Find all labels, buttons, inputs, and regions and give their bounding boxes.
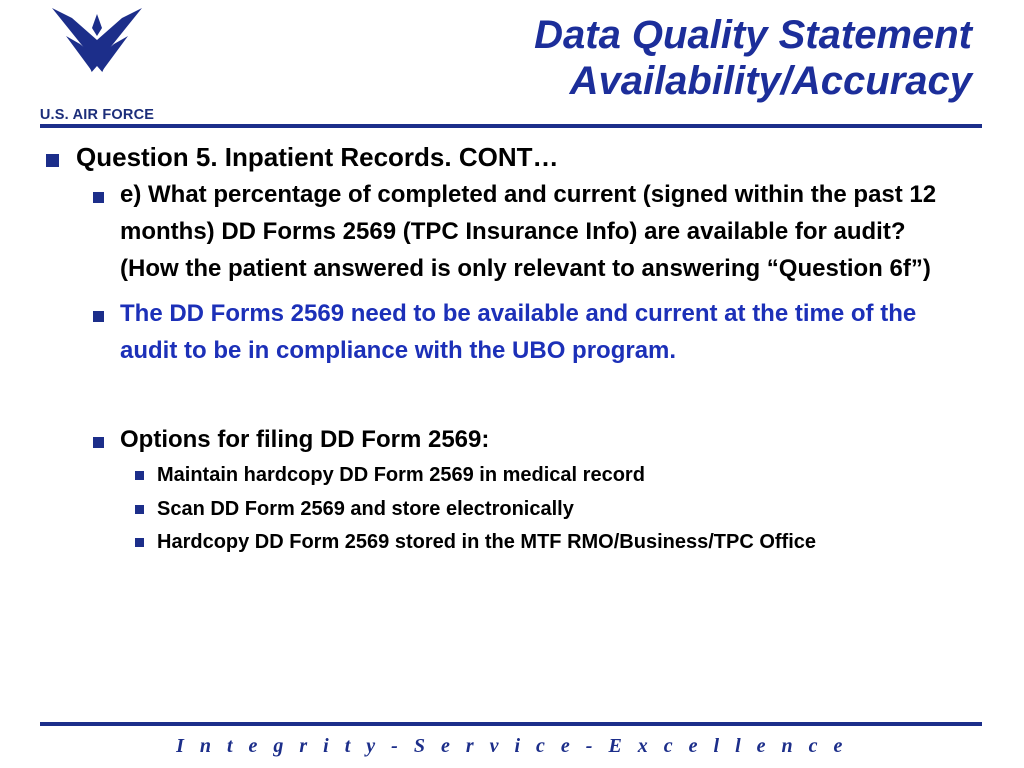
item-e-note: (How the patient answered is only relevant to answering “Question 6f”) — [120, 255, 931, 282]
logo-text: U.S. AIR FORCE — [39, 107, 155, 123]
air-force-wings-icon — [52, 6, 142, 102]
option-item — [44, 458, 974, 492]
square-bullet-icon — [93, 192, 104, 203]
square-bullet-icon — [135, 505, 144, 514]
option-item — [44, 529, 974, 556]
options-heading-text: Options for filing DD Form 2569: — [120, 426, 490, 453]
square-bullet-icon — [93, 311, 104, 322]
title-line-1: Data Quality Statement — [534, 13, 972, 57]
square-bullet-icon — [46, 154, 59, 167]
footer-divider — [40, 722, 982, 726]
air-force-logo — [22, 6, 172, 122]
item-e-text: e) What percentage of completed and current (signed within the past 12 months) DD Forms 2569 (TPC Insurance Info) are available for audit? — [120, 181, 937, 245]
square-bullet-icon — [135, 471, 144, 480]
bullet-question — [44, 140, 974, 174]
slide-body — [44, 140, 974, 556]
square-bullet-icon — [135, 538, 144, 547]
option-item — [44, 492, 974, 526]
bullet-options-heading — [44, 421, 974, 458]
option-text: Scan DD Form 2569 and store electronically — [157, 498, 574, 520]
square-bullet-icon — [93, 437, 104, 448]
slide-title — [534, 12, 972, 104]
bullet-item-e — [44, 176, 974, 287]
bullet-compliance — [44, 295, 974, 369]
option-text: Maintain hardcopy DD Form 2569 in medical record — [157, 464, 645, 486]
footer-motto: I n t e g r i t y - S e r v i c e - E x c e l l e n c e — [176, 735, 848, 757]
compliance-text: The DD Forms 2569 need to be available and current at the time of the audit to be in compliance with the UBO program. — [120, 300, 917, 364]
title-divider — [40, 124, 982, 128]
title-line-2: Availability/Accuracy — [569, 59, 972, 103]
question-text: Question 5. Inpatient Records. CONT… — [76, 142, 559, 172]
option-text: Hardcopy DD Form 2569 stored in the MTF RMO/Business/TPC Office — [157, 531, 817, 553]
